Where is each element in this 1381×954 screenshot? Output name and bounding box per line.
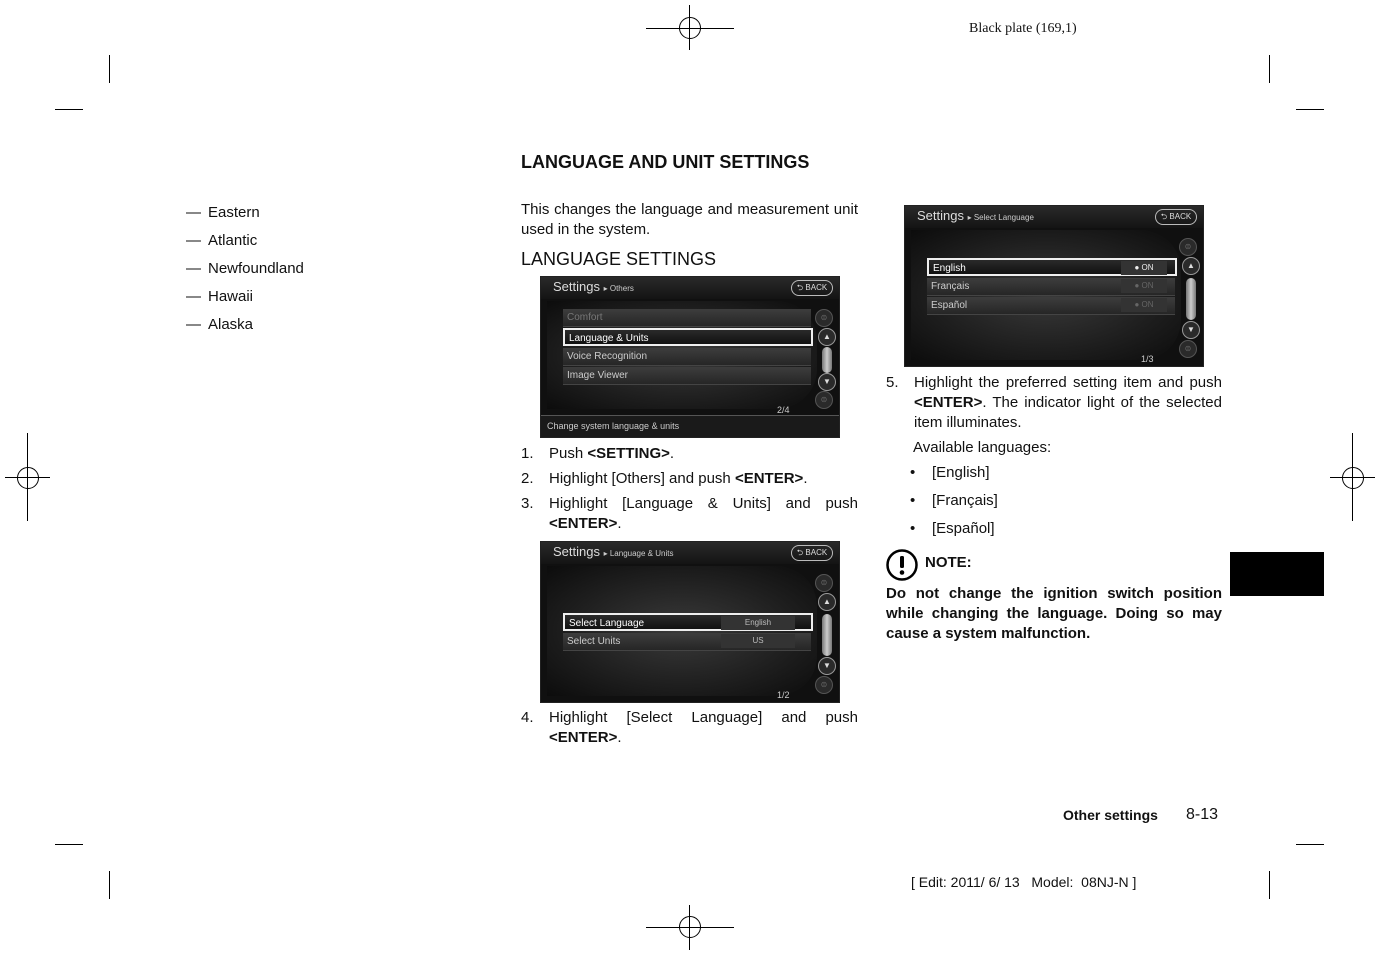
screen-header: [905, 206, 1203, 228]
back-button[interactable]: ⮌ BACK: [791, 280, 833, 296]
scroll-top-icon[interactable]: ⊜: [815, 574, 833, 592]
screen-breadcrumb: ▸ Others: [603, 284, 634, 293]
back-button[interactable]: ⮌ BACK: [1155, 209, 1197, 225]
scroll-down-icon[interactable]: ▼: [818, 373, 836, 391]
screen-title: Settings: [553, 544, 600, 559]
list-item: — Eastern: [186, 204, 260, 221]
warning-icon: [886, 549, 916, 579]
scrollbar[interactable]: [822, 614, 832, 656]
screen-breadcrumb: ▸ Select Language: [967, 213, 1034, 222]
scroll-up-icon[interactable]: ▲: [1182, 257, 1200, 275]
menu-item-english[interactable]: English ● ON: [927, 258, 1177, 276]
menu-item-select-units[interactable]: Select Units US: [563, 633, 811, 651]
scroll-up-icon[interactable]: ▲: [818, 328, 836, 346]
help-text: Change system language & units: [547, 421, 680, 431]
screen-title: Settings: [553, 279, 600, 294]
scroll-bottom-icon[interactable]: ⊜: [815, 676, 833, 694]
indicator-espanol: ● ON: [1121, 298, 1167, 312]
scroll-top-icon[interactable]: ⊜: [815, 309, 833, 327]
step-2: 2. Highlight [Others] and push <ENTER>.: [521, 470, 808, 487]
menu-item-francais[interactable]: Français ● ON: [927, 278, 1175, 296]
menu-item-espanol[interactable]: Español ● ON: [927, 297, 1175, 315]
note-label: NOTE:: [925, 554, 972, 571]
menu-item-voice-recognition[interactable]: Voice Recognition: [563, 348, 811, 366]
scrollbar[interactable]: [822, 347, 832, 373]
screen-header: [541, 277, 839, 299]
edit-info: [ Edit: 2011/ 6/ 13 Model: 08NJ-N ]: [911, 874, 1137, 890]
chapter-tab: [1230, 552, 1324, 596]
list-item: — Hawaii: [186, 288, 254, 305]
screen-header: [541, 542, 839, 564]
page-indicator: 2/4: [777, 405, 790, 415]
intro-text: This changes the language and measurement unit used in the system.: [521, 201, 858, 238]
menu-item-language-units[interactable]: Language & Units: [563, 328, 813, 346]
screen-title: Settings: [917, 208, 964, 223]
scroll-top-icon[interactable]: ⊜: [1179, 238, 1197, 256]
menu-item-comfort[interactable]: Comfort: [563, 309, 811, 327]
indicator-english: ● ON: [1121, 261, 1167, 275]
step-4: 4. Highlight [Select Language] and push <ENTER>.: [521, 709, 858, 746]
scroll-bottom-icon[interactable]: ⊜: [815, 391, 833, 409]
scroll-bottom-icon[interactable]: ⊜: [1179, 340, 1197, 358]
list-item: • [Français]: [910, 492, 998, 509]
menu-item-image-viewer[interactable]: Image Viewer: [563, 367, 811, 385]
menu-item-select-language[interactable]: Select Language English: [563, 613, 813, 631]
value-select-units: US: [721, 634, 795, 648]
step-1: 1. Push <SETTING>.: [521, 445, 675, 462]
screen-others-menu: [540, 276, 840, 438]
screen-language-units: [540, 541, 840, 703]
section-title: LANGUAGE AND UNIT SETTINGS: [521, 152, 810, 172]
list-item: • [English]: [910, 464, 990, 481]
list-item: — Alaska: [186, 316, 254, 333]
indicator-francais: ● ON: [1121, 279, 1167, 293]
step-3: 3. Highlight [Language & Units] and push <ENTER>.: [521, 495, 858, 532]
page-number: 8-13: [1186, 806, 1219, 823]
subsection-title: LANGUAGE SETTINGS: [521, 249, 717, 269]
list-item: — Atlantic: [186, 232, 258, 249]
scroll-up-icon[interactable]: ▲: [818, 593, 836, 611]
page-indicator: 1/3: [1141, 354, 1154, 364]
screen-select-language: [904, 205, 1204, 367]
value-select-language: English: [721, 616, 795, 630]
step-5: 5. Highlight the preferred setting item and push <ENTER>. The indicator light of the selected item illuminates.: [886, 374, 1222, 431]
page-indicator: 1/2: [777, 690, 790, 700]
list-item: — Newfoundland: [186, 260, 304, 277]
screen-breadcrumb: ▸ Language & Units: [603, 549, 674, 558]
plate-label: Black plate (169,1): [969, 21, 1077, 36]
scroll-down-icon[interactable]: ▼: [1182, 321, 1200, 339]
scroll-down-icon[interactable]: ▼: [818, 657, 836, 675]
footer-section: Other settings: [1063, 807, 1158, 823]
scrollbar[interactable]: [1186, 278, 1196, 320]
note-text: Do not change the ignition switch position while changing the language. Doing so may cause a system malfunction.: [886, 585, 1222, 642]
back-button[interactable]: ⮌ BACK: [791, 545, 833, 561]
list-item: • [Español]: [910, 520, 995, 537]
available-languages-label: Available languages:: [913, 439, 1052, 456]
